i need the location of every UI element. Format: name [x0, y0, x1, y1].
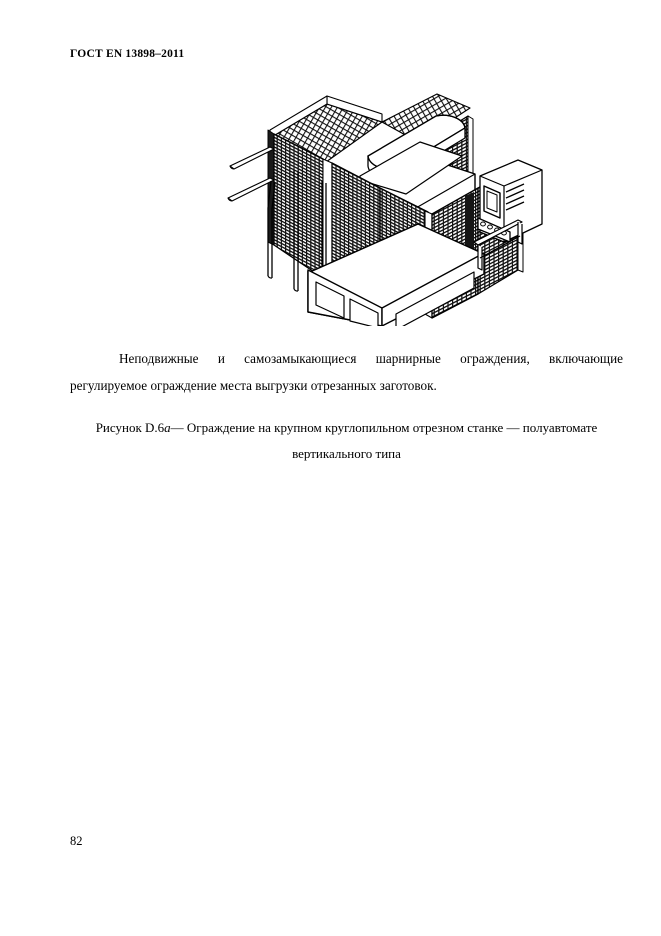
machine-isometric-drawing	[222, 46, 552, 326]
caption-figure-letter: а	[164, 420, 171, 435]
page-number: 82	[70, 834, 83, 848]
caption-prefix: Рисунок D.6	[95, 420, 165, 435]
figure-illustration	[222, 46, 552, 326]
figure-caption	[70, 415, 623, 467]
standard-header: ГОСТ EN 13898–2011	[70, 48, 185, 60]
feed-rods	[228, 147, 274, 201]
caption-second-line: вертикального типа	[292, 446, 401, 461]
body-paragraph: Неподвижные и самозамыкающиеся шарнирные ограждения, включающие регулируемое ограждение места выгрузки отрезанных заготовок.	[70, 351, 623, 393]
caption-main-text: — Ограждение на крупном круглопильном отрезном станке — полуавтомате	[170, 420, 598, 435]
